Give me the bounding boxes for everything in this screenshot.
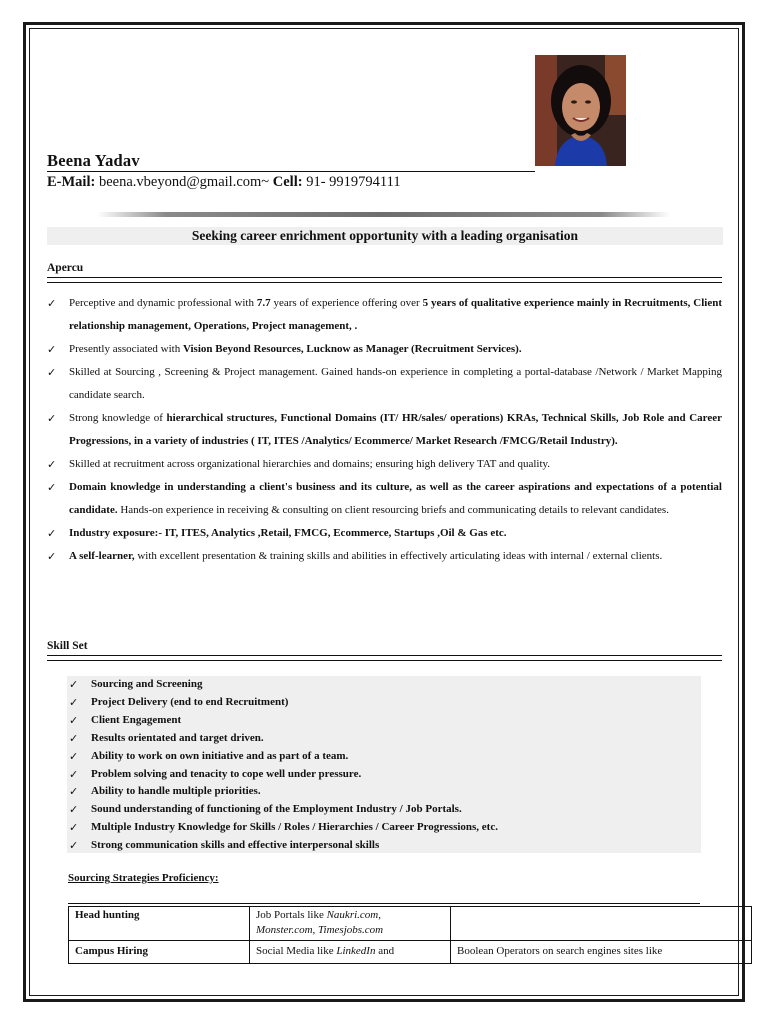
apercu-item: ✓ Strong knowledge of hierarchical structures, Functional Domains (IT/ HR/sales/ operations) KRAs, Technical Skills, Job Role and Career Progressions, in a variety of industries ( IT, ITES /Analytics/ Ecommerce/ Market Research /FMCG/Retail Industry). [47,407,722,453]
check-icon: ✓ [47,343,57,356]
check-icon: ✓ [69,785,79,799]
profile-photo [535,55,626,166]
sourcing-strategies-rule [68,903,700,904]
check-icon: ✓ [69,713,79,727]
header-divider [97,212,670,217]
check-icon: ✓ [69,839,79,853]
apercu-item: ✓ A self-learner, with excellent presentation & training skills and abilities in effectively articulating ideas with internal / external clients. [47,545,722,568]
check-icon: ✓ [69,678,79,691]
cell-value: 91- 9919794111 [306,174,401,190]
skill-item: ✓ Sound understanding of functioning of the Employment Industry / Job Portals. [67,801,701,819]
table-cell [451,907,752,941]
check-icon: ✓ [47,550,57,563]
apercu-list [47,292,722,568]
table-cell: Job Portals like Naukri.com, Monster.com, Timesjobs.com [250,907,451,941]
section-title-apercu: Apercu [47,262,84,274]
skill-item: ✓ Multiple Industry Knowledge for Skills / Roles / Hierarchies / Career Progressions, etc. [67,819,701,837]
skill-item: ✓ Project Delivery (end to end Recruitment) [67,694,701,712]
table-cell: Social Media like LinkedIn and [250,941,451,964]
check-icon: ✓ [47,527,57,540]
apercu-item: ✓ Industry exposure:- IT, ITES, Analytics ,Retail, FMCG, Ecommerce, Startups ,Oil & Gas etc. [47,522,722,545]
skill-item: ✓ Ability to work on own initiative and as part of a team. [67,748,701,766]
check-icon: ✓ [47,458,57,471]
check-icon: ✓ [69,749,79,763]
apercu-item: ✓ Skilled at Sourcing , Screening & Project management. Gained hands-on experience in completing a portal-database /Network / Market Mapping candidate search. [47,361,722,407]
skill-item: ✓ Sourcing and Screening [67,676,701,694]
apercu-item: ✓ Presently associated with Vision Beyond Resources, Lucknow as Manager (Recruitment Services). [47,338,722,361]
skill-item: ✓ Client Engagement [67,712,701,730]
check-icon: ✓ [69,731,79,745]
contact-line [47,173,401,191]
skill-item: ✓ Ability to handle multiple priorities. [67,783,701,801]
section-rule-apercu [47,277,722,283]
table-row [69,907,752,941]
apercu-item: ✓ Skilled at recruitment across organizational hierarchies and domains; ensuring high delivery TAT and quality. [47,453,722,476]
check-icon: ✓ [69,803,79,817]
objective-banner: Seeking career enrichment opportunity with a leading organisation [47,227,723,245]
skill-item: ✓ Results orientated and target driven. [67,730,701,748]
section-rule-skill-set [47,655,722,661]
table-cell: Head hunting [69,907,250,941]
cell-label: Cell: [272,174,303,190]
apercu-item: ✓ Domain knowledge in understanding a client's business and its culture, as well as the career aspirations and expectations of a potential candidate. Hands-on experience in receiving & consulting on client resourcing briefs and communicating details to relevant candidates. [47,476,722,522]
email-label: E-Mail: [47,174,96,190]
table-row [69,941,752,964]
check-icon: ✓ [47,297,57,310]
check-icon: ✓ [47,366,57,379]
check-icon: ✓ [69,767,79,781]
check-icon: ✓ [69,821,79,835]
check-icon: ✓ [47,481,57,494]
sourcing-strategies-table [68,906,752,964]
table-cell: Campus Hiring [69,941,250,964]
section-title-skill-set: Skill Set [47,640,88,652]
check-icon: ✓ [69,695,79,709]
table-cell: Boolean Operators on search engines sites like [451,941,752,964]
candidate-name: Beena Yadav [47,151,535,172]
apercu-item: ✓ Perceptive and dynamic professional with 7.7 years of experience offering over 5 years of qualitative experience mainly in Recruitments, Client relationship management, Operations, Project management, . [47,292,722,338]
email-value[interactable]: beena.vbeyond@gmail.com~ [98,174,270,190]
skills-list [67,676,701,855]
skill-item: ✓ Problem solving and tenacity to cope well under pressure. [67,766,701,784]
sourcing-strategies-title: Sourcing Strategies Proficiency: [68,872,219,884]
check-icon: ✓ [47,412,57,425]
skill-item: ✓ Strong communication skills and effective interpersonal skills [67,837,701,855]
